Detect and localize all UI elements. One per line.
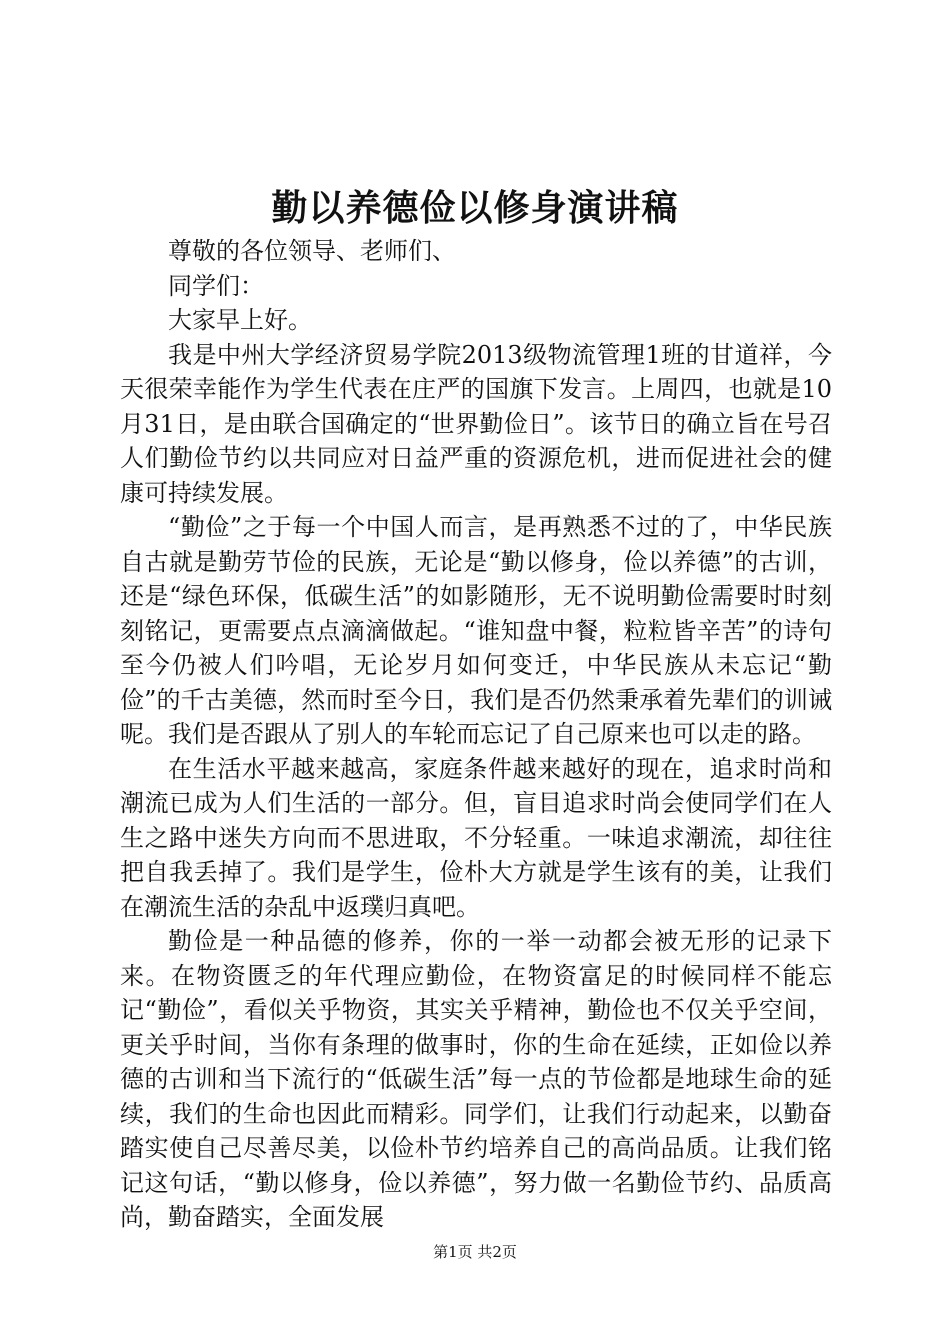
document-title: 勤以养德俭以修身演讲稿 xyxy=(271,188,679,229)
document-body xyxy=(120,234,832,1235)
paragraph-salutation-students: 同学们： xyxy=(168,271,264,300)
paragraph-introduction: 我是中州大学经济贸易学院2013级物流管理1班的甘道祥，今天很荣幸能作为学生代表在庄严的国旗下发言。上周四，也就是10月31日，是由联合国确定的“世界勤俭日”。该节日的确立旨在号召人们勤俭节约以共同应对日益严重的资源危机，进而促进社会的健康可持续发展。 xyxy=(120,340,832,507)
paragraph-greeting: 大家早上好。 xyxy=(168,306,312,334)
paragraph-thrift-tradition: “勤俭”之于每一个中国人而言，是再熟悉不过的了，中华民族自古就是勤劳节俭的民族，无论是“勤以修身，俭以养德”的古训，还是“绿色环保，低碳生活”的如影随形，无不说明勤俭需要时时刻刻铭记，更需要点点滴滴做起。“谁知盘中餐，粒粒皆辛苦”的诗句至今仍被人们吟唱，无论岁月如何变迁，中华民族从未忘记“勤俭”的千古美德，然而时至今日，我们是否仍然秉承着先辈们的训诫呢。我们是否跟从了别人的车轮而忘记了自己原来也可以走的路。 xyxy=(120,513,832,748)
paragraph-fashion: 在生活水平越来越高，家庭条件越来越好的现在，追求时尚和潮流已成为人们生活的一部分。但，盲目追求时尚会使同学们在人生之路中迷失方向而不思进取，不分轻重。一味追求潮流，却往往把自我丢掉了。我们是学生，俭朴大方就是学生该有的美，让我们在潮流生活的杂乱中返璞归真吧。 xyxy=(120,754,832,921)
paragraph-salutation: 尊敬的各位领导、老师们、 xyxy=(168,237,456,265)
page-number-footer: 第1页 共2页 xyxy=(433,1243,517,1261)
paragraph-virtue: 勤俭是一种品德的修养，你的一举一动都会被无形的记录下来。在物资匮乏的年代理应勤俭，在物资富足的时候同样不能忘记“勤俭”，看似关乎物资，其实关乎精神，勤俭也不仅关乎空间，更关乎时间，当你有条理的做事时，你的生命在延续，正如俭以养德的古训和当下流行的“低碳生活”每一点的节俭都是地球生命的延续，我们的生命也因此而精彩。同学们，让我们行动起来，以勤奋踏实使自己尽善尽美，以俭朴节约培养自己的高尚品质。让我们铭记这句话，“勤以修身，俭以养德”，努力做一名勤俭节约、品质高尚，勤奋踏实，全面发展 xyxy=(120,927,832,1231)
